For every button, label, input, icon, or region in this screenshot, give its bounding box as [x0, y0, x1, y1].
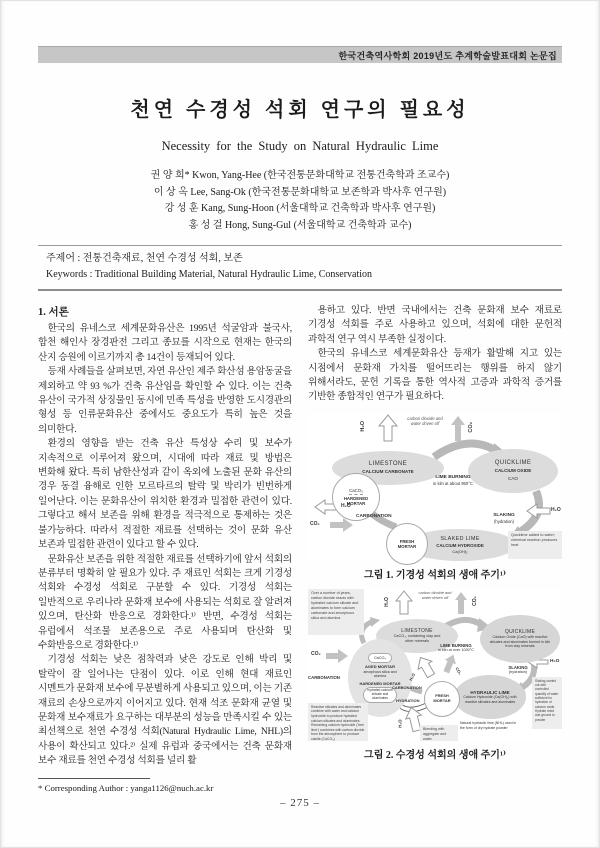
- h2o-label: H₂O: [408, 672, 417, 682]
- h2o-label: H₂O: [551, 506, 561, 513]
- slaking-note: Slaking carried out with controlled quantity of water sufficient for hydration of calcium oxide. Hydrate dried and ground to powder: [532, 677, 562, 729]
- lime-burning-title: LIME BURNING: [435, 474, 471, 480]
- co2-right-arrow-icon: [326, 649, 348, 663]
- fresh-mortar-node: [386, 523, 428, 565]
- fresh-mortar-node: [424, 681, 460, 717]
- quicklime-sub: Calcium Oxide (CaO) with reactive silicates and aluminates formed in kiln from clay minerals: [489, 635, 551, 649]
- hardened-title: HARDENED MORTAR: [343, 495, 369, 506]
- author-block: [38, 168, 562, 234]
- lime-burning-label: [430, 643, 482, 653]
- slaked-formula: Ca(OH)₂: [452, 548, 468, 554]
- h2o-up-arrow-icon: [379, 415, 397, 441]
- limestone-title: LIMESTONE: [401, 627, 433, 634]
- years-note: Over a number of years, carbon dioxide reacts with hydrated calcium silicate and aluminates to form calcium carbonate and amorphous silica and alumina: [308, 589, 364, 635]
- figure2-caption: 그림 2. 수경성 석회의 생애 주기¹⁾: [364, 749, 506, 761]
- driven-off-label: carbon dioxide and water driven off: [418, 589, 452, 600]
- figure1-lime-cycle-diagram: [308, 413, 562, 561]
- h2o-label: H₂O: [383, 596, 390, 607]
- co2-label: CO₂: [310, 520, 320, 527]
- slaking-label: [480, 513, 528, 524]
- h2o-label: H₂O: [360, 420, 367, 432]
- body-paragraph: 환경의 영향을 받는 건축 유산 특성상 수리 및 보수가 지속적으로 이루어져 왔으며, 시대에 따라 재료 및 방법은 변화해 왔다. 특히 남한산성과 같이 옥외에 노출된 문화 유산의 경우 동결 융해로 인한 모르타르의 탈락 및 박리가 빈번하게 일어난다. 이는 문화유산이 위치한 환경과 밀접한 관련이 있다. 그렇다고 해서 보존을 위해 환경을 적극적으로 통제하는 것은 불가능하다. 따라서 적절한 재료를 선택하는 것이 문화 유산 보존과 밀접한 관련이 있다고 할 수 있다.: [38, 438, 292, 551]
- quicklime-title: QUICKLIME: [494, 460, 532, 467]
- slaking-sub: (hydration): [493, 518, 514, 524]
- reactive-note: Reactive silicates and aluminates combine with water and calcium hydroxide to produce hydrated calcium silicates and aluminates. Remaining calcium hydroxide ('free lime') combines with carbon dioxide from the atmosphere to produce calcite (CaCO₃): [308, 703, 368, 741]
- lime-burning-sub: in kiln at about 950°C: [433, 480, 473, 486]
- quicklime-sub: CALCIUM OXIDE: [494, 467, 532, 473]
- body-paragraph: 용하고 있다. 반면 국내에서는 건축 문화재 보수 재료로 기경성 석회를 주로 사용하고 있으며, 석회에 대한 문헌적 과학적 연구 역시 부족한 실정이다.: [308, 305, 562, 345]
- co2-label: CO₂: [471, 595, 478, 606]
- quicklime-node: [480, 615, 560, 663]
- hardened-title: HARDENED MORTAR: [359, 680, 401, 686]
- hardened-formula: CaCO₃: [349, 488, 363, 495]
- slaked-title: SLAKED LIME: [440, 536, 480, 543]
- hydraulic-title: HYDRAULIC LIME: [470, 689, 510, 695]
- page-number: – 275 –: [280, 797, 320, 809]
- quicklime-node: [468, 449, 558, 493]
- body-paragraph: 한국의 유네스코 세계문화유산 등재가 활발해 지고 있는 시점에서 문화재 가치를 떨어뜨리는 행위를 하지 않기 위해서라도, 문헌 기록을 통한 역사적 고증과 과학적 증거를 기반한 종합적인 연구가 필요하다.: [308, 348, 562, 403]
- slaking-title: SLAKING: [508, 664, 528, 670]
- left-column: [38, 304, 292, 793]
- body-columns: [38, 304, 562, 793]
- hydrated-chip: hydrated calcium silicate and aluminates: [363, 687, 397, 703]
- paper-title-korean: 천연 수경성 석회 연구의 필요성: [130, 99, 470, 121]
- body-paragraph: 기경성 석회는 낮은 점착력과 낮은 강도로 인해 박리 및 탈락이 잘 일어나는 단점이 있다. 이로 인해 현대 재료인 시멘트가 문화재 보수에 무분별하게 사용되고 있으며, 이는 기존 재료의 손상으로까지 이어지고 있다. 현재 석조 문화재 균열 및 문화재 보수재료가 요구하는 대부분의 성능을 만족시킬 수 있는 최선책으로 천연 수경성 석회(Natural Hydraulic Lime, NHL)의 사용이 확산되고 있다.²⁾ 실제 유럽과 중국에서는 건축 문화재 보수 재료를 천연 수경성 석회를 널리 활: [38, 654, 292, 767]
- keywords-korean: 주제어 : 전통건축재료, 천연 수경성 석회, 보존: [46, 253, 243, 264]
- lime-burning-sub: in kiln at over 1000°C: [437, 648, 475, 652]
- slaked-sub: CALCIUM HYDROXIDE: [436, 543, 484, 549]
- driven-off-label: carbon dioxide and water driven off: [407, 415, 443, 426]
- co2-label: CO₂: [468, 421, 475, 433]
- nhl-note: Natural hydraulic lime (NHL) used in the form of dry hydrate powder: [460, 720, 517, 730]
- body-paragraph: 등재 사례들을 살펴보면, 자연 유산인 제주 화산섬 용암동굴을 제외하고 약 93 %가 건축 유산임을 확인할 수 있다. 이는 건축 유산이 국가적 상징물인 동시에 민족 특성을 반영한 도시경관의 형성 등 인류문화유산 중에서도 중요도가 특히 높은 것을 의미한다.: [38, 366, 292, 435]
- corresponding-author-note: * Corresponding Author : yanga1126@nuch.ac.kr: [38, 782, 214, 793]
- figure1-caption: 그림 1. 기경성 석회의 생애 주기¹⁾: [364, 569, 506, 581]
- hydraulic-lime-node: [454, 675, 526, 719]
- footnote-rule: [38, 778, 150, 779]
- carbonation-label: CARBONATION: [392, 684, 422, 690]
- body-paragraph: 한국의 유네스코 세계문화유산은 1995년 석굴암과 불국사, 합천 해인사 장경판전 그리고 종묘를 시작으로 현재는 한국의 산지 승원에 이르기까지 총 14건이 등재되어 있다.: [38, 323, 292, 363]
- limestone-sub: CaCO₃, containing clay and other minerals: [393, 634, 441, 643]
- limestone-sub: CALCIUM CARBONATE: [362, 468, 414, 474]
- paper-title-english: Necessity for the Study on Natural Hydraulic Lime: [161, 139, 439, 153]
- author-line: 강 성 훈 Kang, Sung-Hoon (서울대학교 건축학과 박사후 연구원): [164, 203, 436, 214]
- author-line: 이 상 옥 Lee, Sang-Ok (한국전통문화대학교 보존학과 박사후 연구원): [153, 186, 447, 198]
- footnote-block: [38, 778, 292, 793]
- keywords-english: Keywords : Traditional Building Material, Natural Hydraulic Lime, Conservation: [46, 268, 373, 280]
- caco3-chip: CaCO₃: [368, 653, 392, 663]
- fresh-title: FRESH MORTAR: [397, 538, 417, 549]
- hydraulic-sub: Calcium Hydroxide (Ca(OH)₂) with reactive silicates and aluminates: [463, 695, 517, 704]
- h2o-label: H₂O: [341, 502, 351, 509]
- right-column: [308, 304, 562, 793]
- h2o-label: H₂O: [397, 719, 403, 728]
- author-line: 권 양 희* Kwon, Yang-Hee (한국전통문화대학교 전통건축학과 조교수): [150, 170, 450, 181]
- quicklime-formula: CAO: [508, 475, 518, 481]
- author-line: 홍 성 걸 Hong, Sung-Gul (서울대학교 건축학과 교수): [188, 219, 412, 231]
- co2-label: CO₂: [311, 650, 321, 657]
- co2-label: CO₂: [454, 666, 463, 676]
- proceedings-title: 한국건축역사학회 2019년도 추계학술발표대회 논문집: [338, 50, 557, 61]
- proceedings-header: [38, 46, 562, 63]
- aged-title: AGED MORTAR: [365, 663, 395, 669]
- lime-burning-label: [420, 475, 486, 486]
- co2-up-arrow-icon: [451, 416, 465, 441]
- co2-up-arrow-icon: [455, 592, 467, 614]
- body-paragraph: 문화유산 보존을 위한 적절한 재료를 선택하기에 앞서 석회의 분류부터 명확히 알 필요가 있다. 주 재료인 석회는 크게 기경성 석회와 수경성 석회로 구분할 수 있다. 기경성 석회는 일반적으로 우리나라 문화재 보수에 사용되는 석회로 잘 알려져 있으며, 탄산화 반응으로 경화한다.¹⁾ 반면, 수경성 석회는 유럽에서 석조물 보존용으로 주로 사용되며 탄산화 및 수화반응으로 경화한다.¹⁾: [38, 553, 292, 651]
- limestone-title: LIMESTONE: [368, 461, 408, 468]
- carbonation-label: CARBONATION: [308, 674, 340, 680]
- carbonation-label: CARBONATION: [356, 513, 392, 519]
- slaking-label: [498, 665, 538, 675]
- hydration-label: HYDRATION: [396, 697, 420, 703]
- section-heading-intro: 1. 서론: [38, 307, 69, 318]
- figure2-hydraulic-lime-cycle-diagram: [308, 589, 562, 741]
- blending-note: Blending with aggregate and water: [420, 725, 458, 741]
- quicklime-note: Quicklime added to water; chemical reaction produces heat: [508, 531, 562, 559]
- h2o-diagonal-arrow-icon: [414, 653, 438, 679]
- slaking-title: SLAKING: [493, 512, 515, 518]
- quicklime-title: QUICKLIME: [504, 628, 536, 635]
- fresh-title: FRESH MORTAR: [433, 693, 451, 703]
- h2o-label: H₂O: [550, 658, 560, 664]
- slaking-sub: (hydration): [508, 670, 528, 674]
- h2o-up-arrow-icon: [396, 591, 412, 614]
- keywords-box: [38, 245, 562, 291]
- aged-sub: amorphous silica and alumina: [363, 669, 397, 679]
- lime-burning-title: LIME BURNING: [440, 642, 472, 648]
